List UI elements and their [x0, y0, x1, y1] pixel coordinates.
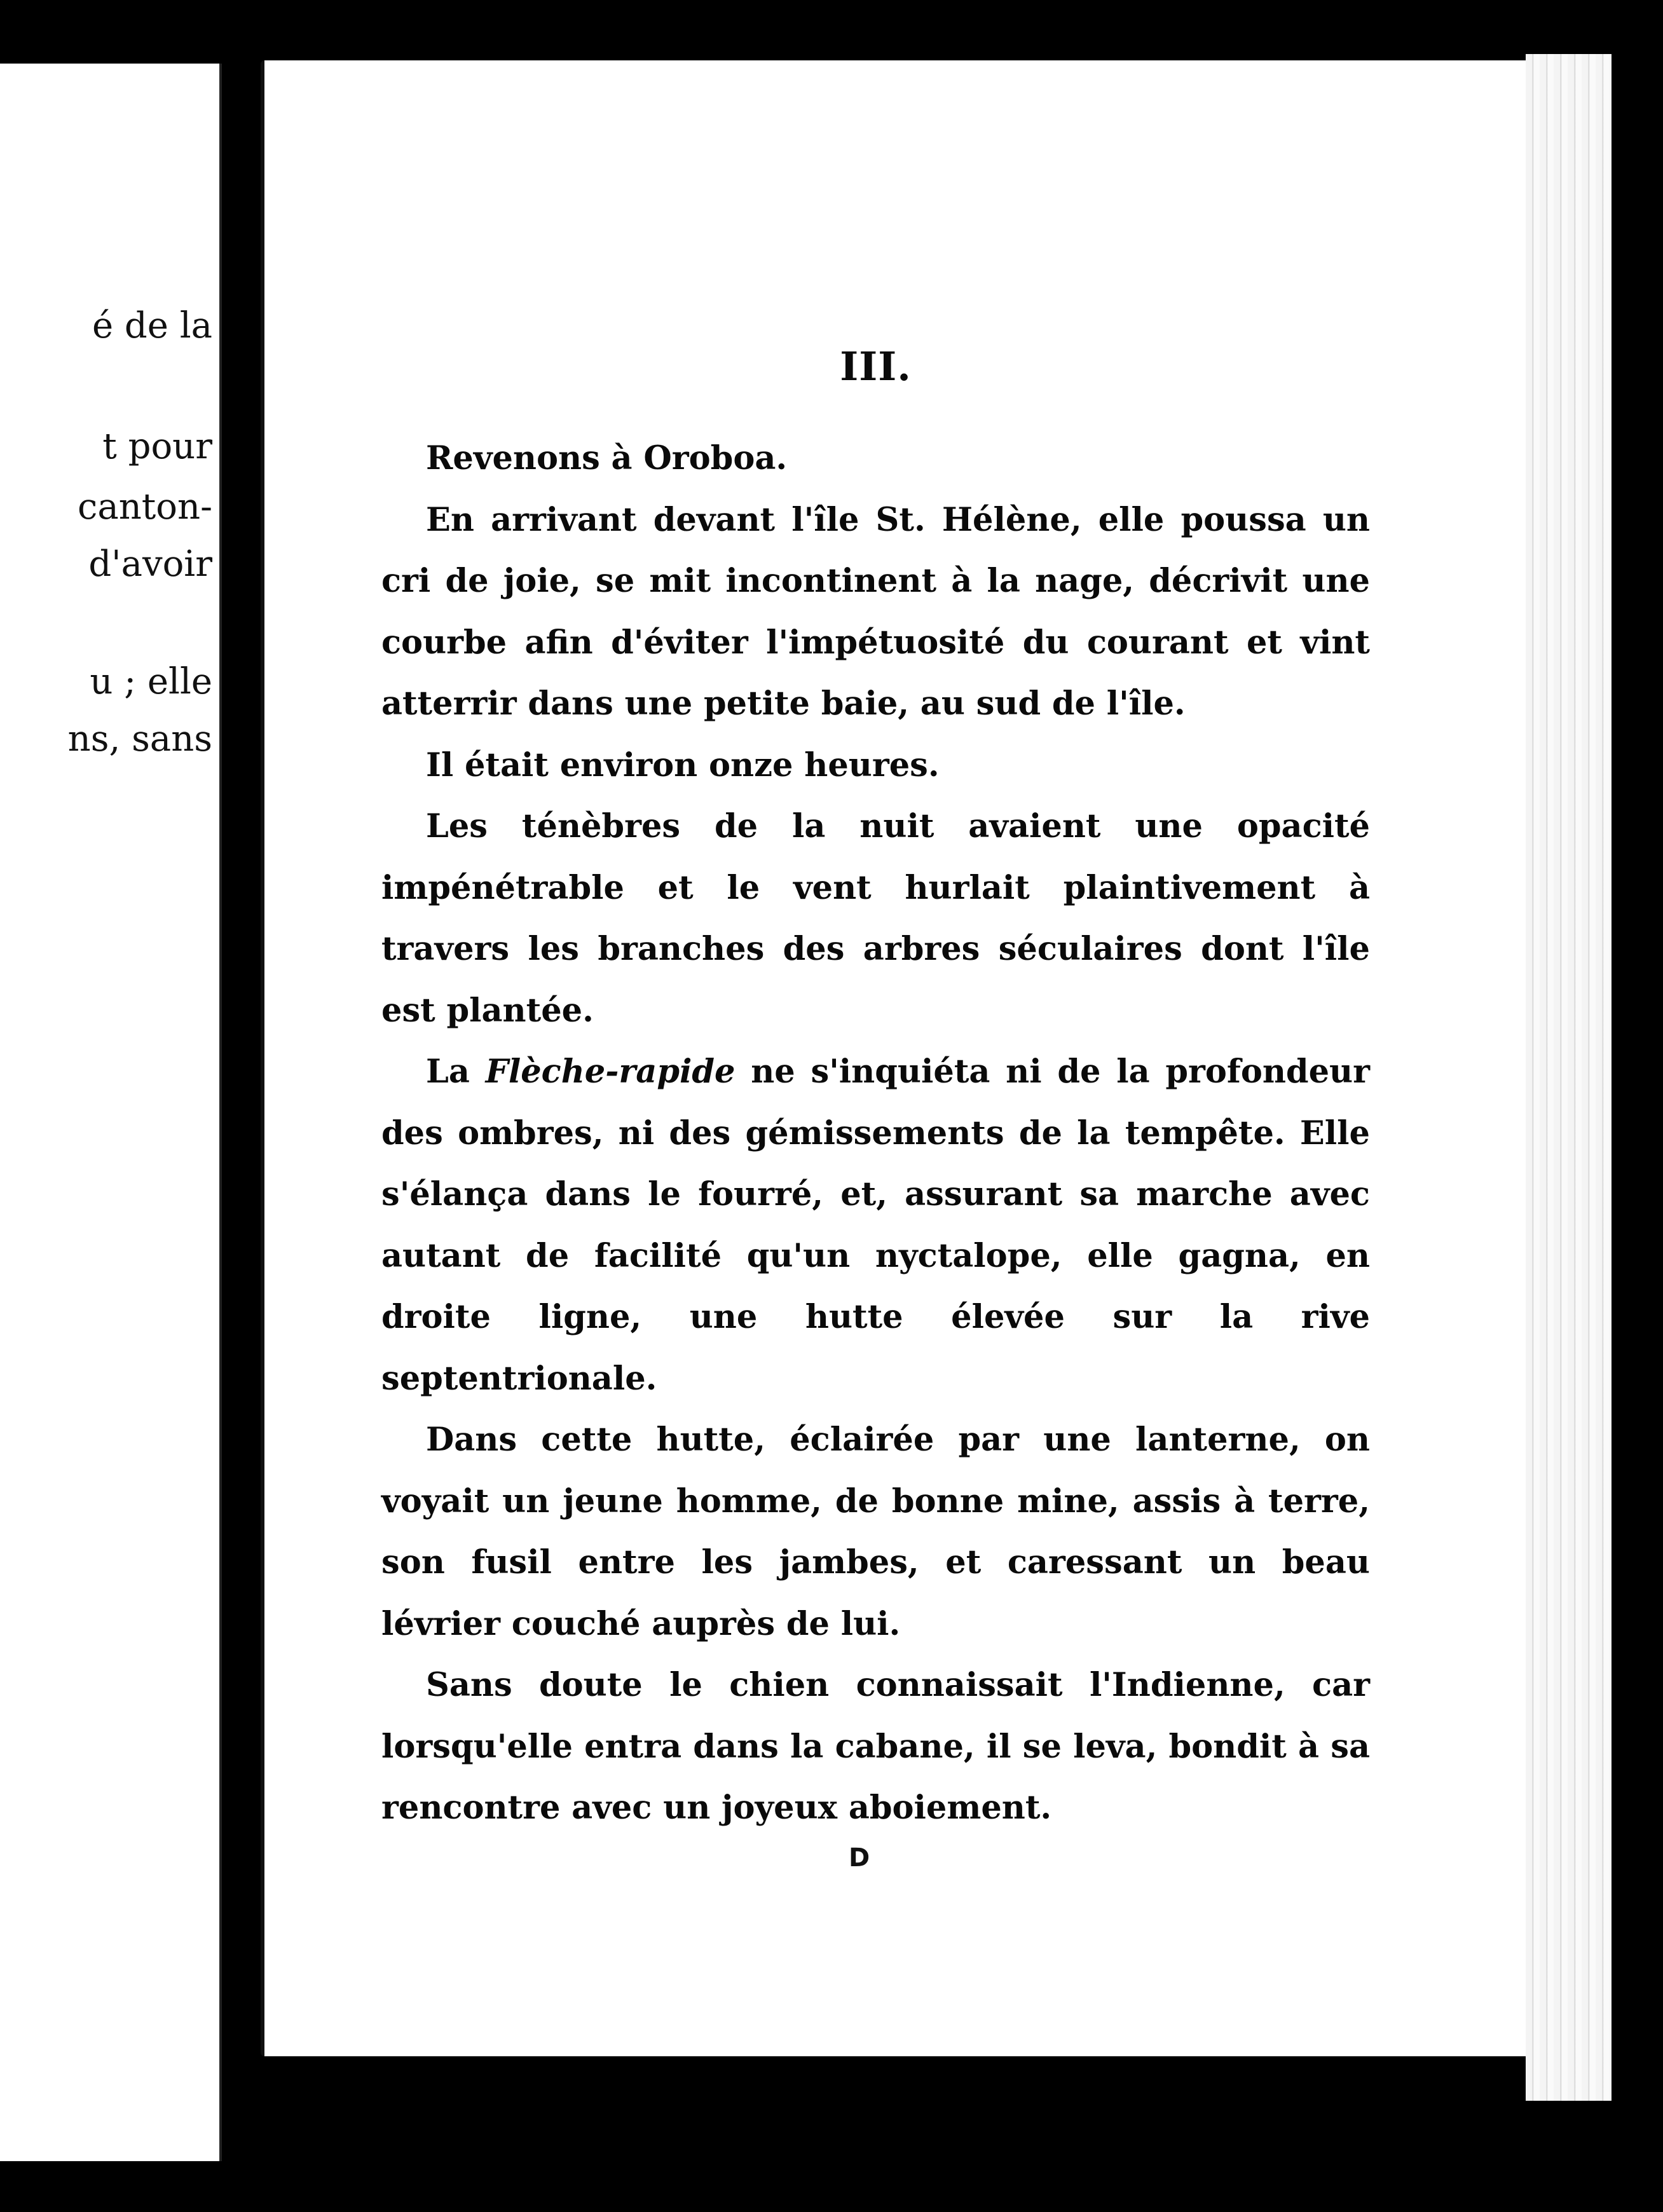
facing-page-line: ns, sans — [67, 718, 212, 760]
facing-page-fragment — [0, 64, 222, 2161]
facing-page-line: é de la — [92, 305, 212, 346]
paragraph-text: La — [426, 1053, 486, 1091]
italic-name: Flèche-rapide — [485, 1053, 736, 1091]
page-text — [381, 343, 1370, 1839]
facing-page-line: canton- — [77, 486, 212, 528]
signature-mark: D — [849, 1843, 870, 1873]
chapter-heading: III. — [840, 343, 912, 390]
paragraph: Il était environ onze heures. — [426, 746, 940, 784]
facing-page-line: t pour — [102, 426, 212, 467]
facing-page-line: d'avoir — [88, 543, 212, 585]
paragraph — [381, 1041, 1370, 1409]
paragraph: Sans doute le chien connaissait l'Indienne, car lorsqu'elle entra dans la cabane, il se leva, bondit à sa rencontre avec un joyeux aboiement. — [381, 1666, 1370, 1827]
paragraph: En arrivant devant l'île St. Hélène, elle poussa un cri de joie, se mit incontinent à la nage, décrivit une courbe afin d'éviter l'impétuosité du courant et vint atterrir dans une petite baie, au sud de l'île. — [381, 500, 1370, 723]
paragraph: Dans cette hutte, éclairée par une lanterne, on voyait un jeune homme, de bonne mine, assis à terre, son fusil entre les jambes, et caressant un beau lévrier couché auprès de lui. — [381, 1421, 1370, 1643]
paragraph-text: ne s'inquiéta ni de la profondeur des ombres, ni des gémissements de la tempête. Elle s'élança dans le fourré, et, assurant sa marche avec autant de facilité qu'un nyctalope, elle gagna, en droite ligne, une hutte élevée sur la rive septentrionale. — [381, 1053, 1370, 1398]
paragraph: Revenons à Oroboa. — [426, 439, 788, 477]
page-edges — [1526, 54, 1612, 2101]
paragraph: Les ténèbres de la nuit avaient une opacité impénétrable et le vent hurlait plaintivement à travers les branches des arbres séculaires dont l'île est plantée. — [381, 807, 1370, 1030]
facing-page-line: u ; elle — [90, 661, 212, 702]
